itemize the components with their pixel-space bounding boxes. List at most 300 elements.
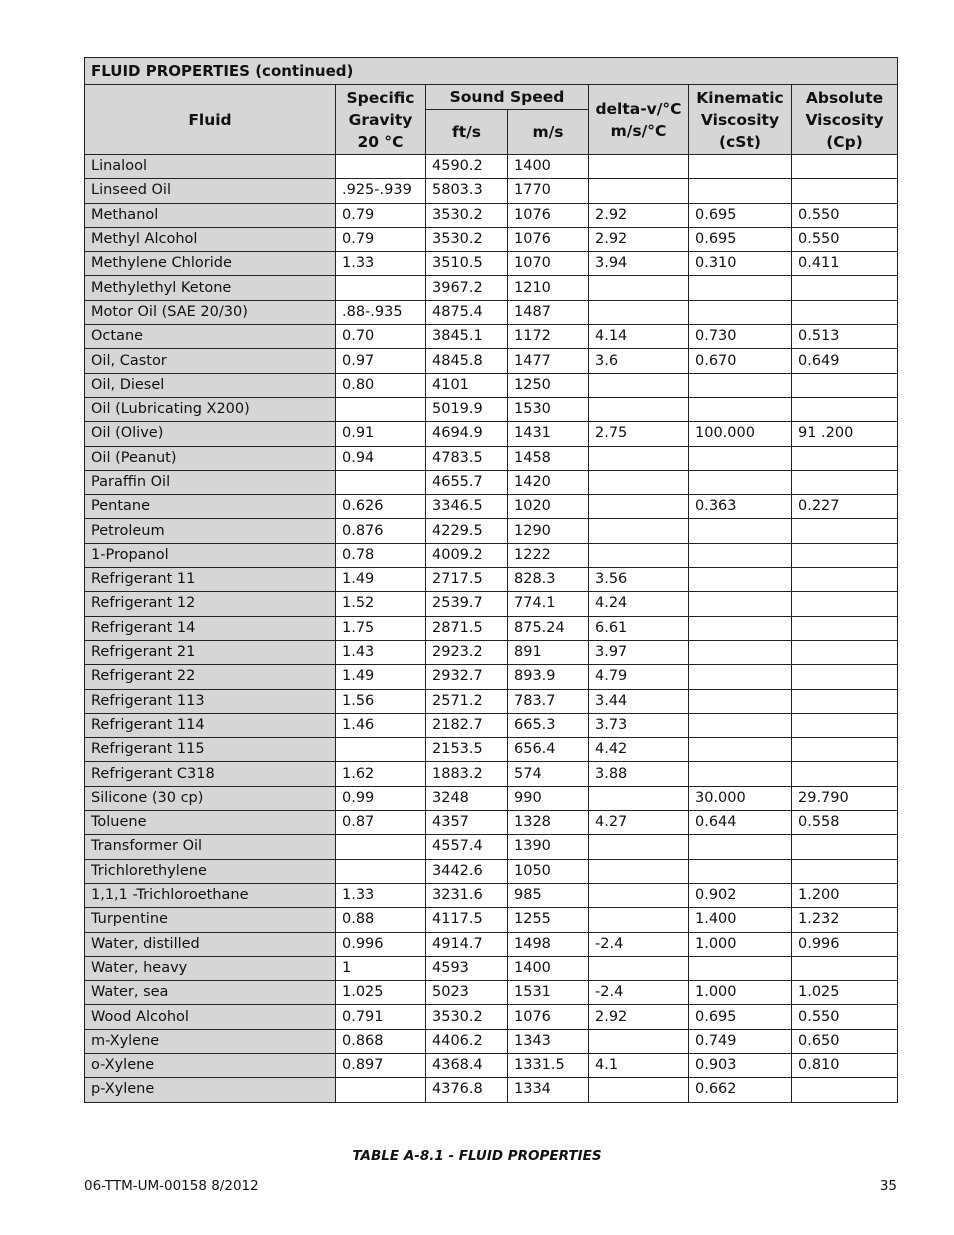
fluid-name-cell: p-Xylene xyxy=(85,1078,336,1102)
specific-gravity-cell: 0.791 xyxy=(336,1005,426,1029)
absolute-viscosity-cell xyxy=(792,568,898,592)
sound-speed-ms-cell: 665.3 xyxy=(508,713,589,737)
kinematic-viscosity-cell: 0.695 xyxy=(689,1005,792,1029)
fluid-name-cell: Oil (Lubricating X200) xyxy=(85,397,336,421)
kinematic-viscosity-cell xyxy=(689,956,792,980)
header-kinematic-viscosity-text: Kinematic Viscosity (cSt) xyxy=(696,88,784,151)
footer-page-number: 35 xyxy=(879,1178,897,1194)
sound-speed-fts-cell: 4655.7 xyxy=(426,470,508,494)
sound-speed-ms-cell: 1400 xyxy=(508,155,589,179)
sound-speed-fts-cell: 5803.3 xyxy=(426,179,508,203)
kinematic-viscosity-cell: 0.670 xyxy=(689,349,792,373)
header-delta-v xyxy=(589,85,689,155)
specific-gravity-cell: 0.94 xyxy=(336,446,426,470)
fluid-name-cell: Refrigerant 14 xyxy=(85,616,336,640)
sound-speed-ms-cell: 656.4 xyxy=(508,738,589,762)
fluid-name-cell: Refrigerant 22 xyxy=(85,665,336,689)
delta-v-cell: 3.88 xyxy=(589,762,689,786)
sound-speed-ms-cell: 990 xyxy=(508,786,589,810)
fluid-name-cell: Linalool xyxy=(85,155,336,179)
sound-speed-fts-cell: 4101 xyxy=(426,373,508,397)
sound-speed-fts-cell: 4229.5 xyxy=(426,519,508,543)
delta-v-cell xyxy=(589,786,689,810)
sound-speed-fts-cell: 1883.2 xyxy=(426,762,508,786)
absolute-viscosity-cell xyxy=(792,738,898,762)
table-row xyxy=(85,835,898,859)
absolute-viscosity-cell xyxy=(792,859,898,883)
table-row xyxy=(85,786,898,810)
header-fts: ft/s xyxy=(426,110,508,155)
sound-speed-ms-cell: 574 xyxy=(508,762,589,786)
specific-gravity-cell: 1.43 xyxy=(336,640,426,664)
sound-speed-fts-cell: 4406.2 xyxy=(426,1029,508,1053)
fluid-name-cell: Wood Alcohol xyxy=(85,1005,336,1029)
sound-speed-ms-cell: 1400 xyxy=(508,956,589,980)
delta-v-cell: 4.14 xyxy=(589,325,689,349)
fluid-properties-table xyxy=(84,57,898,1103)
footer-doc-id: 06-TTM-UM-00158 8/2012 xyxy=(84,1178,259,1194)
absolute-viscosity-cell xyxy=(792,956,898,980)
specific-gravity-cell xyxy=(336,470,426,494)
sound-speed-ms-cell: 1343 xyxy=(508,1029,589,1053)
table-row xyxy=(85,640,898,664)
kinematic-viscosity-cell xyxy=(689,373,792,397)
delta-v-cell xyxy=(589,543,689,567)
table-row xyxy=(85,689,898,713)
specific-gravity-cell: 0.88 xyxy=(336,908,426,932)
sound-speed-fts-cell: 4117.5 xyxy=(426,908,508,932)
fluid-name-cell: Water, distilled xyxy=(85,932,336,956)
absolute-viscosity-cell xyxy=(792,835,898,859)
specific-gravity-cell: 0.87 xyxy=(336,811,426,835)
absolute-viscosity-cell: 91 .200 xyxy=(792,422,898,446)
specific-gravity-cell: 0.91 xyxy=(336,422,426,446)
absolute-viscosity-cell: 0.550 xyxy=(792,203,898,227)
sound-speed-ms-cell: 1172 xyxy=(508,325,589,349)
delta-v-cell xyxy=(589,519,689,543)
absolute-viscosity-cell: 0.550 xyxy=(792,1005,898,1029)
sound-speed-ms-cell: 1076 xyxy=(508,1005,589,1029)
specific-gravity-cell: 0.897 xyxy=(336,1053,426,1077)
sound-speed-ms-cell: 1290 xyxy=(508,519,589,543)
sound-speed-ms-cell: 875.24 xyxy=(508,616,589,640)
sound-speed-fts-cell: 2153.5 xyxy=(426,738,508,762)
specific-gravity-cell xyxy=(336,397,426,421)
kinematic-viscosity-cell xyxy=(689,640,792,664)
specific-gravity-cell: 0.996 xyxy=(336,932,426,956)
absolute-viscosity-cell xyxy=(792,179,898,203)
delta-v-cell: 4.42 xyxy=(589,738,689,762)
header-delta-v-text: delta-v/°C m/s/°C xyxy=(595,99,682,140)
delta-v-cell xyxy=(589,1078,689,1102)
fluid-name-cell: Petroleum xyxy=(85,519,336,543)
fluid-name-cell: Oil, Diesel xyxy=(85,373,336,397)
sound-speed-fts-cell: 3530.2 xyxy=(426,203,508,227)
absolute-viscosity-cell: 1.232 xyxy=(792,908,898,932)
header-specific-gravity xyxy=(336,85,426,155)
kinematic-viscosity-cell xyxy=(689,568,792,592)
table-row xyxy=(85,738,898,762)
sound-speed-fts-cell: 5019.9 xyxy=(426,397,508,421)
sound-speed-fts-cell: 4694.9 xyxy=(426,422,508,446)
table-row xyxy=(85,397,898,421)
fluid-name-cell: Refrigerant 11 xyxy=(85,568,336,592)
kinematic-viscosity-cell xyxy=(689,179,792,203)
specific-gravity-cell xyxy=(336,276,426,300)
sound-speed-ms-cell: 1487 xyxy=(508,300,589,324)
table-row xyxy=(85,227,898,251)
kinematic-viscosity-cell xyxy=(689,665,792,689)
absolute-viscosity-cell: 0.650 xyxy=(792,1029,898,1053)
specific-gravity-cell: 0.79 xyxy=(336,203,426,227)
kinematic-viscosity-cell xyxy=(689,519,792,543)
header-fluid: Fluid xyxy=(85,85,336,155)
fluid-name-cell: Water, sea xyxy=(85,981,336,1005)
absolute-viscosity-cell xyxy=(792,397,898,421)
delta-v-cell: -2.4 xyxy=(589,981,689,1005)
absolute-viscosity-cell xyxy=(792,713,898,737)
fluid-name-cell: Refrigerant 115 xyxy=(85,738,336,762)
delta-v-cell: 4.79 xyxy=(589,665,689,689)
sound-speed-fts-cell: 4593 xyxy=(426,956,508,980)
sound-speed-ms-cell: 1076 xyxy=(508,203,589,227)
table-row xyxy=(85,762,898,786)
sound-speed-ms-cell: 893.9 xyxy=(508,665,589,689)
specific-gravity-cell: 0.626 xyxy=(336,495,426,519)
fluid-name-cell: Paraffin Oil xyxy=(85,470,336,494)
kinematic-viscosity-cell: 1.000 xyxy=(689,981,792,1005)
specific-gravity-cell: 1.49 xyxy=(336,665,426,689)
fluid-name-cell: Methylene Chloride xyxy=(85,252,336,276)
specific-gravity-cell: 1.75 xyxy=(336,616,426,640)
kinematic-viscosity-cell: 0.730 xyxy=(689,325,792,349)
absolute-viscosity-cell: 0.513 xyxy=(792,325,898,349)
delta-v-cell xyxy=(589,859,689,883)
absolute-viscosity-cell: 1.025 xyxy=(792,981,898,1005)
specific-gravity-cell: .925-.939 xyxy=(336,179,426,203)
delta-v-cell: 3.73 xyxy=(589,713,689,737)
sound-speed-fts-cell: 2539.7 xyxy=(426,592,508,616)
sound-speed-ms-cell: 1255 xyxy=(508,908,589,932)
delta-v-cell: 3.44 xyxy=(589,689,689,713)
specific-gravity-cell: 1 xyxy=(336,956,426,980)
fluid-name-cell: Oil (Peanut) xyxy=(85,446,336,470)
sound-speed-fts-cell: 4357 xyxy=(426,811,508,835)
absolute-viscosity-cell xyxy=(792,446,898,470)
kinematic-viscosity-cell xyxy=(689,738,792,762)
kinematic-viscosity-cell: 0.695 xyxy=(689,227,792,251)
specific-gravity-cell: 1.49 xyxy=(336,568,426,592)
absolute-viscosity-cell xyxy=(792,762,898,786)
fluid-name-cell: Refrigerant 21 xyxy=(85,640,336,664)
sound-speed-fts-cell: 2932.7 xyxy=(426,665,508,689)
kinematic-viscosity-cell: 0.363 xyxy=(689,495,792,519)
table-row xyxy=(85,179,898,203)
delta-v-cell xyxy=(589,373,689,397)
sound-speed-fts-cell: 2571.2 xyxy=(426,689,508,713)
header-specific-gravity-text: Specific Gravity 20 °C xyxy=(346,88,415,151)
kinematic-viscosity-cell: 1.000 xyxy=(689,932,792,956)
specific-gravity-cell: 0.78 xyxy=(336,543,426,567)
kinematic-viscosity-cell xyxy=(689,835,792,859)
sound-speed-fts-cell: 4875.4 xyxy=(426,300,508,324)
sound-speed-fts-cell: 4376.8 xyxy=(426,1078,508,1102)
absolute-viscosity-cell xyxy=(792,155,898,179)
sound-speed-fts-cell: 3845.1 xyxy=(426,325,508,349)
header-sound-speed: Sound Speed xyxy=(426,85,589,110)
specific-gravity-cell: 0.79 xyxy=(336,227,426,251)
absolute-viscosity-cell: 29.790 xyxy=(792,786,898,810)
kinematic-viscosity-cell xyxy=(689,616,792,640)
table-row xyxy=(85,252,898,276)
absolute-viscosity-cell: 0.810 xyxy=(792,1053,898,1077)
fluid-name-cell: Oil (Olive) xyxy=(85,422,336,446)
delta-v-cell xyxy=(589,908,689,932)
table-body xyxy=(85,155,898,1103)
sound-speed-fts-cell: 2717.5 xyxy=(426,568,508,592)
sound-speed-ms-cell: 1458 xyxy=(508,446,589,470)
sound-speed-ms-cell: 1076 xyxy=(508,227,589,251)
specific-gravity-cell: 0.97 xyxy=(336,349,426,373)
fluid-name-cell: Transformer Oil xyxy=(85,835,336,859)
specific-gravity-cell xyxy=(336,738,426,762)
sound-speed-fts-cell: 4368.4 xyxy=(426,1053,508,1077)
table-caption: TABLE A-8.1 - FLUID PROPERTIES xyxy=(352,1148,602,1164)
delta-v-cell: 3.56 xyxy=(589,568,689,592)
table-row xyxy=(85,155,898,179)
table-row xyxy=(85,981,898,1005)
sound-speed-fts-cell: 2923.2 xyxy=(426,640,508,664)
sound-speed-fts-cell: 3442.6 xyxy=(426,859,508,883)
fluid-name-cell: Methanol xyxy=(85,203,336,227)
kinematic-viscosity-cell xyxy=(689,859,792,883)
fluid-name-cell: 1,1,1 -Trichloroethane xyxy=(85,883,336,907)
sound-speed-ms-cell: 1390 xyxy=(508,835,589,859)
sound-speed-ms-cell: 891 xyxy=(508,640,589,664)
kinematic-viscosity-cell: 0.662 xyxy=(689,1078,792,1102)
absolute-viscosity-cell: 0.558 xyxy=(792,811,898,835)
specific-gravity-cell: 1.62 xyxy=(336,762,426,786)
fluid-name-cell: m-Xylene xyxy=(85,1029,336,1053)
delta-v-cell: 4.27 xyxy=(589,811,689,835)
table-row xyxy=(85,811,898,835)
sound-speed-ms-cell: 985 xyxy=(508,883,589,907)
table-row xyxy=(85,470,898,494)
fluid-name-cell: 1-Propanol xyxy=(85,543,336,567)
sound-speed-ms-cell: 1050 xyxy=(508,859,589,883)
table-row xyxy=(85,859,898,883)
fluid-name-cell: Methyl Alcohol xyxy=(85,227,336,251)
table-row xyxy=(85,300,898,324)
fluid-name-cell: Refrigerant 12 xyxy=(85,592,336,616)
specific-gravity-cell: 1.025 xyxy=(336,981,426,1005)
absolute-viscosity-cell xyxy=(792,616,898,640)
specific-gravity-cell xyxy=(336,859,426,883)
sound-speed-fts-cell: 3510.5 xyxy=(426,252,508,276)
sound-speed-ms-cell: 1531 xyxy=(508,981,589,1005)
kinematic-viscosity-cell xyxy=(689,397,792,421)
table-row xyxy=(85,446,898,470)
table-row xyxy=(85,203,898,227)
sound-speed-ms-cell: 1420 xyxy=(508,470,589,494)
delta-v-cell: 3.97 xyxy=(589,640,689,664)
table-row xyxy=(85,1053,898,1077)
delta-v-cell: 4.24 xyxy=(589,592,689,616)
sound-speed-fts-cell: 4845.8 xyxy=(426,349,508,373)
sound-speed-ms-cell: 1477 xyxy=(508,349,589,373)
delta-v-cell: 3.94 xyxy=(589,252,689,276)
fluid-name-cell: Refrigerant C318 xyxy=(85,762,336,786)
kinematic-viscosity-cell xyxy=(689,470,792,494)
fluid-name-cell: Trichlorethylene xyxy=(85,859,336,883)
absolute-viscosity-cell: 1.200 xyxy=(792,883,898,907)
specific-gravity-cell: 0.868 xyxy=(336,1029,426,1053)
delta-v-cell: 2.92 xyxy=(589,1005,689,1029)
delta-v-cell xyxy=(589,956,689,980)
specific-gravity-cell: 0.80 xyxy=(336,373,426,397)
absolute-viscosity-cell xyxy=(792,689,898,713)
fluid-name-cell: Oil, Castor xyxy=(85,349,336,373)
sound-speed-ms-cell: 1498 xyxy=(508,932,589,956)
table-row xyxy=(85,1029,898,1053)
specific-gravity-cell: 1.33 xyxy=(336,252,426,276)
kinematic-viscosity-cell: 0.644 xyxy=(689,811,792,835)
specific-gravity-cell: 1.56 xyxy=(336,689,426,713)
table-row xyxy=(85,956,898,980)
table-row xyxy=(85,543,898,567)
table-row xyxy=(85,616,898,640)
kinematic-viscosity-cell: 0.749 xyxy=(689,1029,792,1053)
fluid-name-cell: Pentane xyxy=(85,495,336,519)
fluid-name-cell: Linseed Oil xyxy=(85,179,336,203)
specific-gravity-cell: 1.46 xyxy=(336,713,426,737)
sound-speed-ms-cell: 1770 xyxy=(508,179,589,203)
specific-gravity-cell: 0.99 xyxy=(336,786,426,810)
specific-gravity-cell: 0.876 xyxy=(336,519,426,543)
table-row xyxy=(85,276,898,300)
kinematic-viscosity-cell: 0.310 xyxy=(689,252,792,276)
sound-speed-ms-cell: 1020 xyxy=(508,495,589,519)
absolute-viscosity-cell xyxy=(792,665,898,689)
sound-speed-ms-cell: 1210 xyxy=(508,276,589,300)
absolute-viscosity-cell: 0.996 xyxy=(792,932,898,956)
sound-speed-fts-cell: 4590.2 xyxy=(426,155,508,179)
fluid-name-cell: Water, heavy xyxy=(85,956,336,980)
table-row xyxy=(85,325,898,349)
kinematic-viscosity-cell: 0.695 xyxy=(689,203,792,227)
specific-gravity-cell xyxy=(336,155,426,179)
header-kinematic-viscosity xyxy=(689,85,792,155)
sound-speed-ms-cell: 1328 xyxy=(508,811,589,835)
table-row xyxy=(85,883,898,907)
fluid-name-cell: o-Xylene xyxy=(85,1053,336,1077)
specific-gravity-cell: 1.52 xyxy=(336,592,426,616)
sound-speed-ms-cell: 1070 xyxy=(508,252,589,276)
specific-gravity-cell: 1.33 xyxy=(336,883,426,907)
delta-v-cell: 4.1 xyxy=(589,1053,689,1077)
kinematic-viscosity-cell xyxy=(689,543,792,567)
sound-speed-fts-cell: 3530.2 xyxy=(426,1005,508,1029)
sound-speed-fts-cell: 5023 xyxy=(426,981,508,1005)
delta-v-cell xyxy=(589,276,689,300)
absolute-viscosity-cell: 0.649 xyxy=(792,349,898,373)
specific-gravity-cell xyxy=(336,1078,426,1102)
absolute-viscosity-cell: 0.411 xyxy=(792,252,898,276)
delta-v-cell: 2.92 xyxy=(589,227,689,251)
table-row xyxy=(85,665,898,689)
table-row xyxy=(85,932,898,956)
header-absolute-viscosity xyxy=(792,85,898,155)
kinematic-viscosity-cell xyxy=(689,689,792,713)
fluid-name-cell: Refrigerant 114 xyxy=(85,713,336,737)
sound-speed-ms-cell: 1530 xyxy=(508,397,589,421)
delta-v-cell: -2.4 xyxy=(589,932,689,956)
fluid-name-cell: Methylethyl Ketone xyxy=(85,276,336,300)
sound-speed-fts-cell: 3248 xyxy=(426,786,508,810)
sound-speed-fts-cell: 4009.2 xyxy=(426,543,508,567)
kinematic-viscosity-cell: 0.903 xyxy=(689,1053,792,1077)
delta-v-cell xyxy=(589,179,689,203)
delta-v-cell: 3.6 xyxy=(589,349,689,373)
delta-v-cell xyxy=(589,1029,689,1053)
delta-v-cell xyxy=(589,470,689,494)
kinematic-viscosity-cell: 30.000 xyxy=(689,786,792,810)
kinematic-viscosity-cell xyxy=(689,446,792,470)
sound-speed-ms-cell: 783.7 xyxy=(508,689,589,713)
sound-speed-fts-cell: 4557.4 xyxy=(426,835,508,859)
header-ms: m/s xyxy=(508,110,589,155)
delta-v-cell: 6.61 xyxy=(589,616,689,640)
fluid-name-cell: Octane xyxy=(85,325,336,349)
sound-speed-fts-cell: 2182.7 xyxy=(426,713,508,737)
absolute-viscosity-cell xyxy=(792,640,898,664)
delta-v-cell xyxy=(589,397,689,421)
table-row xyxy=(85,908,898,932)
kinematic-viscosity-cell: 100.000 xyxy=(689,422,792,446)
absolute-viscosity-cell xyxy=(792,300,898,324)
delta-v-cell: 2.75 xyxy=(589,422,689,446)
absolute-viscosity-cell xyxy=(792,276,898,300)
absolute-viscosity-cell xyxy=(792,592,898,616)
table-row xyxy=(85,568,898,592)
table-row xyxy=(85,519,898,543)
table-row xyxy=(85,1005,898,1029)
absolute-viscosity-cell xyxy=(792,470,898,494)
delta-v-cell: 2.92 xyxy=(589,203,689,227)
specific-gravity-cell: 0.70 xyxy=(336,325,426,349)
sound-speed-ms-cell: 1334 xyxy=(508,1078,589,1102)
table-row xyxy=(85,1078,898,1102)
kinematic-viscosity-cell: 0.902 xyxy=(689,883,792,907)
sound-speed-ms-cell: 1222 xyxy=(508,543,589,567)
kinematic-viscosity-cell xyxy=(689,155,792,179)
specific-gravity-cell: .88-.935 xyxy=(336,300,426,324)
sound-speed-ms-cell: 774.1 xyxy=(508,592,589,616)
delta-v-cell xyxy=(589,495,689,519)
delta-v-cell xyxy=(589,300,689,324)
kinematic-viscosity-cell xyxy=(689,592,792,616)
delta-v-cell xyxy=(589,883,689,907)
sound-speed-fts-cell: 3967.2 xyxy=(426,276,508,300)
sound-speed-fts-cell: 3530.2 xyxy=(426,227,508,251)
sound-speed-ms-cell: 1431 xyxy=(508,422,589,446)
fluid-name-cell: Turpentine xyxy=(85,908,336,932)
absolute-viscosity-cell xyxy=(792,543,898,567)
fluid-name-cell: Motor Oil (SAE 20/30) xyxy=(85,300,336,324)
table-row xyxy=(85,422,898,446)
fluid-name-cell: Toluene xyxy=(85,811,336,835)
kinematic-viscosity-cell xyxy=(689,276,792,300)
